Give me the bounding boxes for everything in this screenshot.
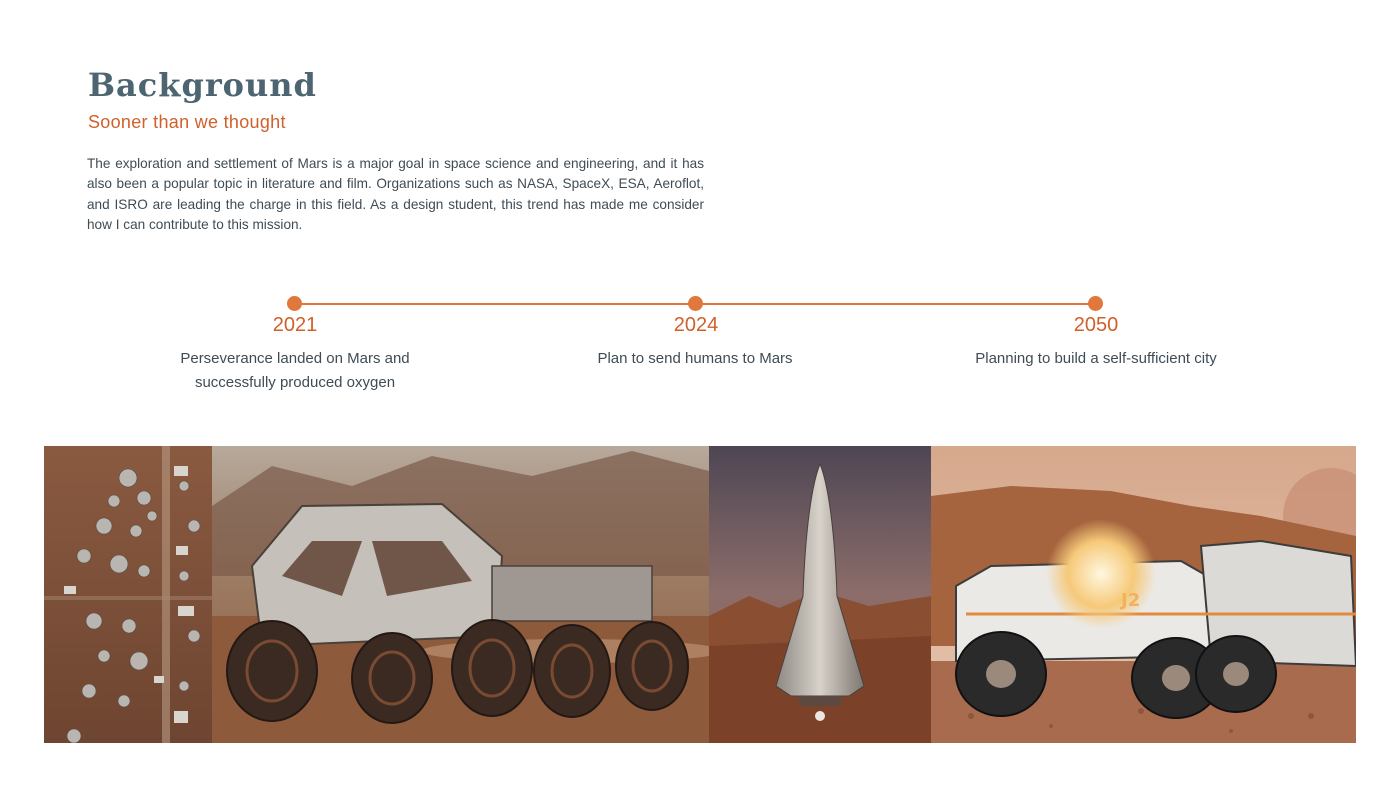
timeline-description: Plan to send humans to Mars [597, 350, 793, 367]
timeline-dot-2050 [1088, 296, 1103, 311]
timeline-dot-2021 [287, 296, 302, 311]
intro-paragraph: The exploration and settlement of Mars is a major goal in space science and engineering, and it has also been a popular topic in literature and film. Organizations such as NASA, SpaceX, ESA, Aeroflot, and ISRO are leading the charge in this field. As a design student, this trend has made me consider how I can contribute to this mission. [87, 156, 704, 233]
timeline-description: Perseverance landed on Mars and successfully produced oxygen [180, 350, 410, 391]
mars-rover-image [212, 446, 709, 743]
timeline-year: 2024 [673, 314, 719, 336]
mars-colony-aerial-image [44, 446, 212, 743]
page-subtitle: Sooner than we thought [88, 112, 286, 132]
mars-rocket-image [709, 446, 931, 743]
mars-vehicle-image [931, 446, 1356, 743]
timeline-dot-2024 [688, 296, 703, 311]
timeline-description: Planning to build a self-sufficient city [975, 350, 1217, 367]
timeline-year: 2050 [1073, 314, 1119, 336]
timeline-year: 2021 [272, 314, 318, 336]
image-gallery [44, 446, 1356, 743]
vehicle-label: J2 [1121, 590, 1141, 611]
page-title: Background [88, 66, 317, 104]
